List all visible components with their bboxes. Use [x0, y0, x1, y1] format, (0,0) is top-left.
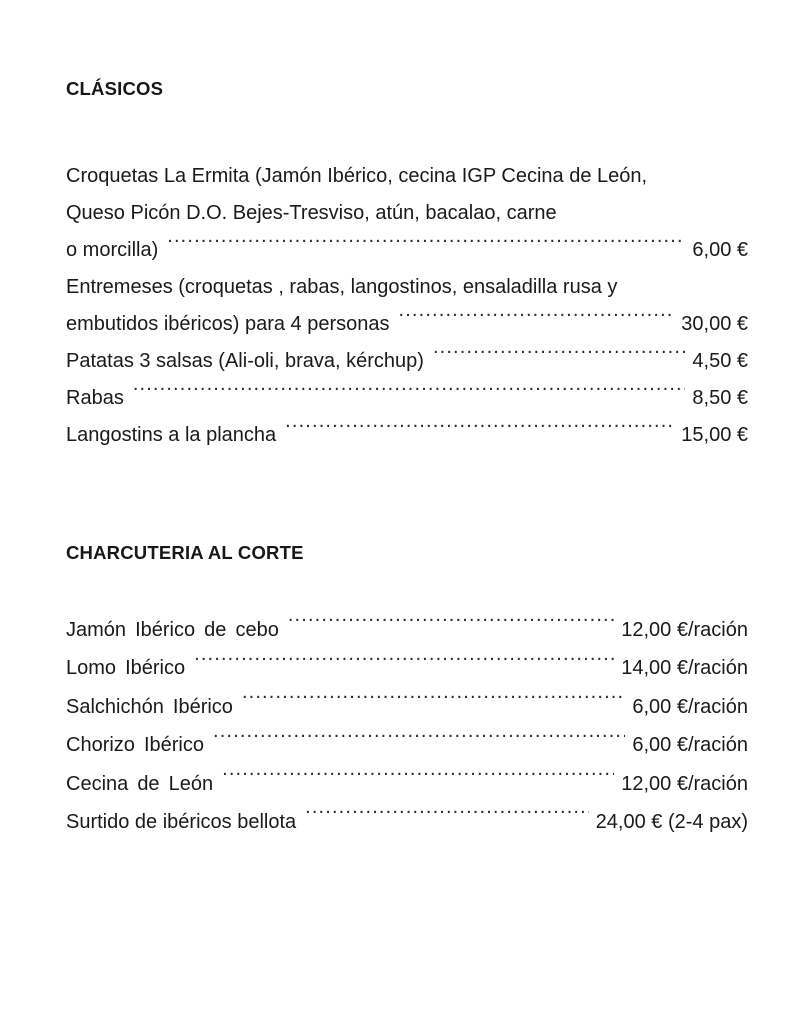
- dot-leader: [222, 770, 614, 790]
- menu-item-price: 6,00 €: [692, 239, 748, 261]
- menu-item: [66, 611, 748, 649]
- menu-item-price: 15,00 €: [681, 424, 748, 446]
- menu-item-name: Chorizo Ibérico: [66, 734, 205, 757]
- menu-item-price: 6,00 €/ración: [632, 695, 748, 718]
- dot-leader: [288, 616, 614, 636]
- menu-item-name: Salchichón Ibérico: [66, 695, 233, 718]
- dot-leader: [242, 693, 625, 713]
- menu-item: [66, 380, 748, 417]
- menu-item-price: 4,50 €: [692, 350, 748, 372]
- menu-item: [66, 158, 748, 269]
- menu-item-price: 12,00 €/ración: [621, 619, 748, 641]
- menu-item-price: 6,00 €/ración: [632, 734, 748, 757]
- menu-item-list: [66, 158, 748, 454]
- menu-item-description-line: Entremeses (croquetas , rabas, langostinos, ensaladilla rusa y: [66, 276, 618, 298]
- menu-item-price: 14,00 €/ración: [621, 657, 748, 680]
- dot-leader: [194, 654, 614, 674]
- menu-item-name: o morcilla): [66, 239, 159, 261]
- menu-item-row: [66, 232, 748, 269]
- menu-item-row: [66, 343, 748, 380]
- menu-item-list: [66, 611, 748, 841]
- menu-item-name: Langostins a la plancha: [66, 424, 277, 446]
- menu-item-row: [66, 380, 748, 417]
- menu-item-name: Rabas: [66, 387, 124, 409]
- dot-leader: [213, 731, 625, 751]
- menu-item-name: Lomo Ibérico: [66, 657, 186, 680]
- menu-section-charcuteria: [66, 542, 748, 841]
- menu-item-name: Jamón Ibérico de cebo: [66, 619, 279, 641]
- menu-item-row: [66, 611, 748, 649]
- menu-item-row: [66, 688, 748, 726]
- menu-item-description-line: Croquetas La Ermita (Jamón Ibérico, cecina IGP Cecina de León,: [66, 165, 648, 187]
- menu-item-name: Patatas 3 salsas (Ali-oli, brava, kérchup): [66, 350, 424, 372]
- menu-item: [66, 726, 748, 764]
- menu-item: [66, 803, 748, 841]
- menu-item-name: embutidos ibéricos) para 4 personas: [66, 313, 390, 335]
- menu-item-row: [66, 726, 748, 764]
- dot-leader: [167, 236, 685, 256]
- section-heading: CLÁSICOS: [66, 78, 164, 99]
- menu-item: [66, 649, 748, 687]
- dot-leader: [285, 421, 674, 441]
- menu-item-price: 8,50 €: [692, 387, 748, 409]
- menu-item-price: 24,00 € (2-4 pax): [595, 811, 748, 834]
- menu-item: [66, 269, 748, 343]
- menu-item-description-line: Queso Picón D.O. Bejes-Tresviso, atún, bacalao, carne: [66, 202, 557, 224]
- menu-item-row: [66, 765, 748, 803]
- menu-item-row: [66, 803, 748, 841]
- menu-item-name: Cecina de León: [66, 772, 214, 795]
- menu-item-row: [66, 417, 748, 454]
- menu-section-clasicos: [66, 78, 748, 454]
- menu-item: [66, 343, 748, 380]
- menu-item: [66, 417, 748, 454]
- menu-item-price: 12,00 €/ración: [621, 772, 748, 795]
- dot-leader: [433, 347, 685, 367]
- menu-item-name: Surtido de ibéricos bellota: [66, 811, 297, 834]
- menu-item: [66, 765, 748, 803]
- dot-leader: [133, 384, 686, 404]
- menu-item-row: [66, 649, 748, 687]
- dot-leader: [399, 310, 675, 330]
- menu-item: [66, 688, 748, 726]
- menu-item-price: 30,00 €: [681, 313, 748, 335]
- menu-item-row: [66, 306, 748, 343]
- dot-leader: [305, 808, 589, 828]
- menu-content: [66, 0, 748, 841]
- section-heading: CHARCUTERIA AL CORTE: [66, 542, 304, 563]
